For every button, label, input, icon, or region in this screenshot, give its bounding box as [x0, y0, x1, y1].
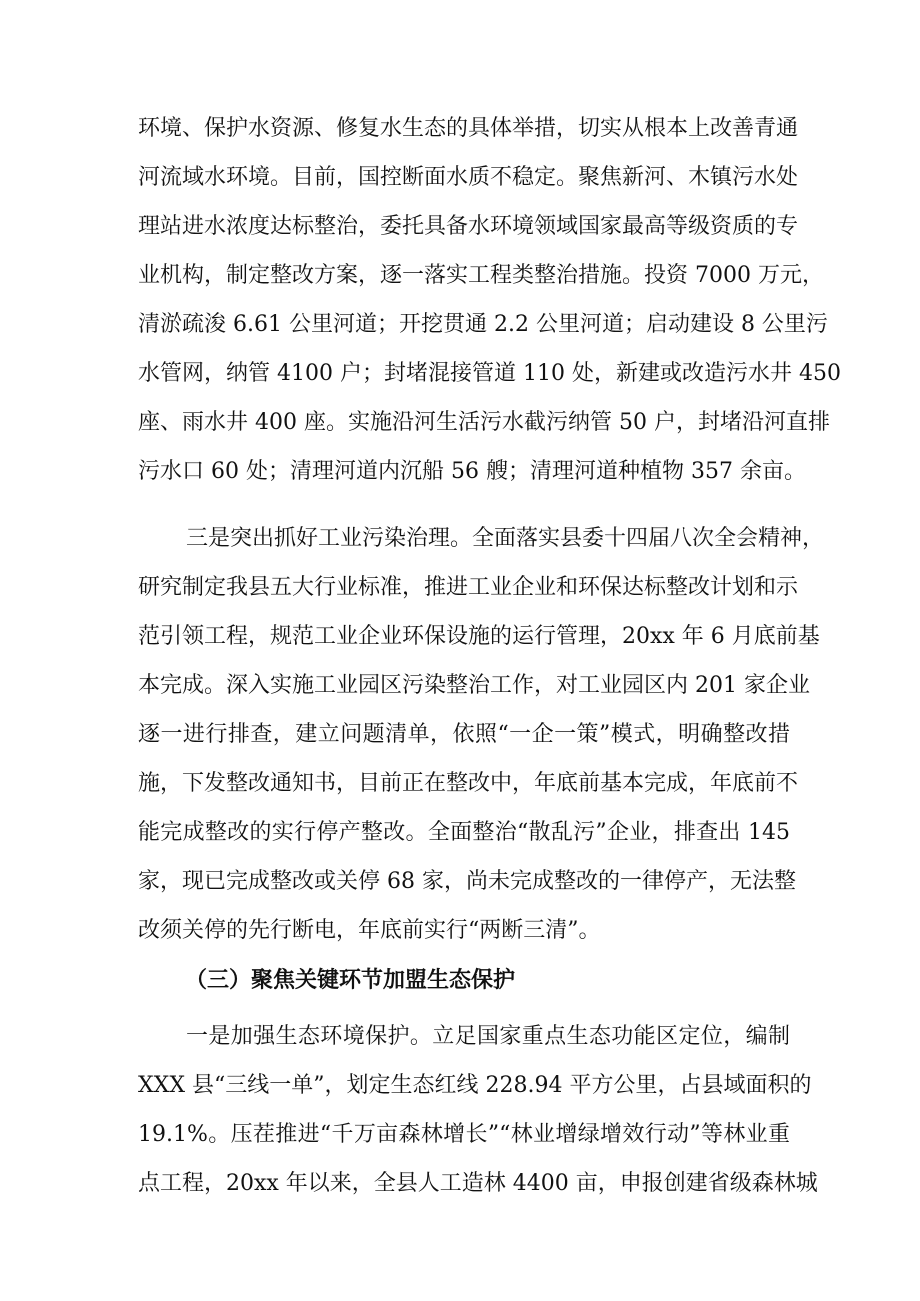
text-line: 19.1%。压茬推进“千万亩森林增长”“林业增绿增效行动”等林业重 [138, 1122, 790, 1147]
text-line: 环境、保护水资源、修复水生态的具体举措，切实从根本上改善青通 [138, 116, 799, 141]
text-line: 业机构，制定整改方案，逐一落实工程类整治措施。投资 7000 万元， [138, 263, 824, 288]
text-line: 范引领工程，规范工业企业环保设施的运行管理，20xx 年 6 月底前基 [138, 624, 820, 649]
paragraph-water-environment [138, 104, 841, 496]
text-line: 施，下发整改通知书，目前正在整改中，年底前基本完成，年底前不 [138, 771, 799, 796]
text-line: 一是加强生态环境保护。立足国家重点生态功能区定位，编制 [186, 1024, 790, 1049]
text-line: 河流域水环境。目前，国控断面水质不稳定。聚焦新河、木镇污水处 [138, 165, 799, 190]
paragraph-ecological-protection [138, 1012, 818, 1208]
text-line: 本完成。深入实施工业园区污染整治工作，对工业园区内 201 家企业 [138, 673, 810, 698]
text-line: 能完成整改的实行停产整改。全面整治“散乱污”企业，排查出 145 [138, 820, 790, 845]
text-line: 研究制定我县五大行业标准，推进工业企业和环保达标整改计划和示 [138, 575, 799, 600]
text-line: 清淤疏浚 6.61 公里河道；开挖贯通 2.2 公里河道；启动建设 8 公里污 [138, 312, 828, 337]
text-line: 理站进水浓度达标整治，委托具备水环境领域国家最高等级资质的专 [138, 214, 799, 239]
section-heading: （三）聚焦关键环节加盟生态保护 [185, 968, 516, 993]
text-line: 改须关停的先行断电，年底前实行“两断三清”。 [138, 918, 601, 943]
text-line: 点工程，20xx 年以来，全县人工造林 4400 亩，申报创建省级森林城 [138, 1171, 818, 1196]
text-line: 三是突出抓好工业污染治理。全面落实县委十四届八次全会精神， [186, 526, 825, 551]
text-line: 家，现已完成整改或关停 68 家，尚未完成整改的一律停产，无法整 [138, 869, 796, 894]
paragraph-industrial-pollution [138, 514, 825, 955]
text-line: 逐一进行排查，建立问题清单，依照“一企一策”模式，明确整改措 [138, 722, 790, 747]
text-line: 水管网，纳管 4100 户；封堵混接管道 110 处，新建或改造污水井 450 [138, 361, 841, 386]
text-line: 污水口 60 处；清理河道内沉船 56 艘；清理河道种植物 357 余亩。 [138, 459, 806, 484]
text-line: XXX 县“三线一单”，划定生态红线 228.94 平方公里，占县域面积的 [138, 1073, 812, 1098]
text-line: 座、雨水井 400 座。实施沿河生活污水截污纳管 50 户，封堵沿河直排 [138, 410, 830, 435]
